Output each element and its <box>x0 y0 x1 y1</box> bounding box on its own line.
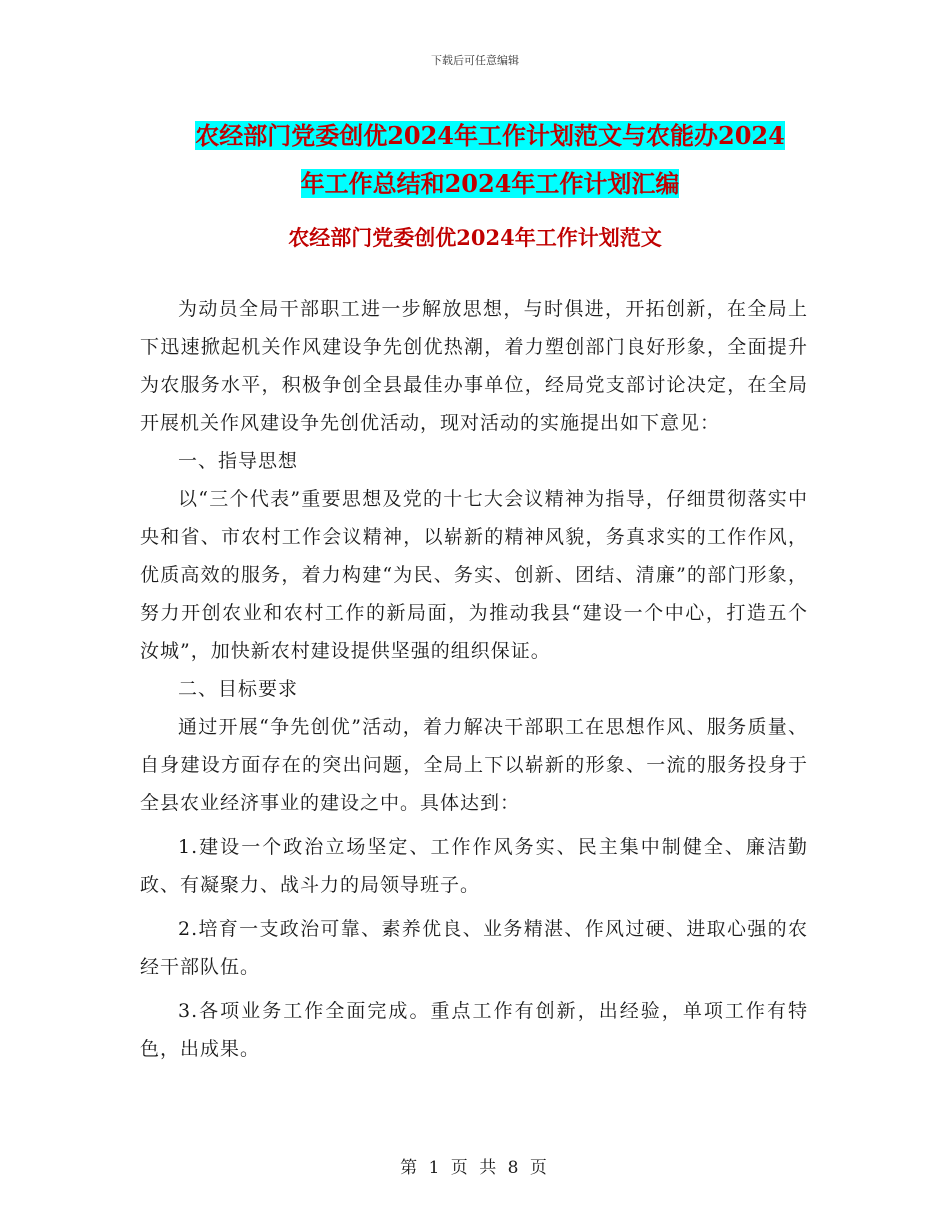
document-title-line-1: 农经部门党委创优2024年工作计划范文与农能办2024 <box>195 121 785 150</box>
paragraph-guiding-ideology: 以“三个代表”重要思想及党的十七大会议精神为指导，仔细贯彻落实中央和省、市农村工作会议精神，以崭新的精神风貌，务真求实的工作作风，优质高效的服务，着力构建“为民、务实、创新、团结、清廉”的部门形象，努力开创农业和农村工作的新局面，为推动我县“建设一个中心，打造五个汝城”，加快新农村建设提供坚强的组织保证。 <box>140 488 808 662</box>
heading-guiding-ideology: 一、指导思想 <box>178 450 299 472</box>
document-title-line-2: 年工作总结和2024年工作计划汇编 <box>300 169 680 198</box>
heading-goals: 二、目标要求 <box>178 678 299 700</box>
page-number: 第 1 页 共 8 页 <box>400 1158 550 1178</box>
page-header-note: 下载后可任意编辑 <box>431 54 519 67</box>
section-title: 农经部门党委创优2024年工作计划范文 <box>288 225 662 250</box>
document-body <box>140 290 808 1068</box>
list-item-2: 2.培育一支政治可靠、素养优良、业务精湛、作风过硬、进取心强的农经干部队伍。 <box>140 918 808 978</box>
list-item-3: 3.各项业务工作全面完成。重点工作有创新，出经验，单项工作有特色，出成果。 <box>140 1000 808 1060</box>
paragraph-goals: 通过开展“争先创优”活动，着力解决干部职工在思想作风、服务质量、自身建设方面存在的突出问题，全局上下以崭新的形象、一流的服务投身于全县农业经济事业的建设之中。具体达到： <box>140 716 808 814</box>
document-title <box>140 112 840 208</box>
list-item-1: 1.建设一个政治立场坚定、工作作风务实、民主集中制健全、廉洁勤政、有凝聚力、战斗力的局领导班子。 <box>140 836 808 896</box>
paragraph-intro: 为动员全局干部职工进一步解放思想，与时俱进，开拓创新，在全局上下迅速掀起机关作风建设争先创优热潮，着力塑创部门良好形象，全面提升为农服务水平，积极争创全县最佳办事单位，经局党支部讨论决定，在全局开展机关作风建设争先创优活动，现对活动的实施提出如下意见： <box>140 298 808 434</box>
